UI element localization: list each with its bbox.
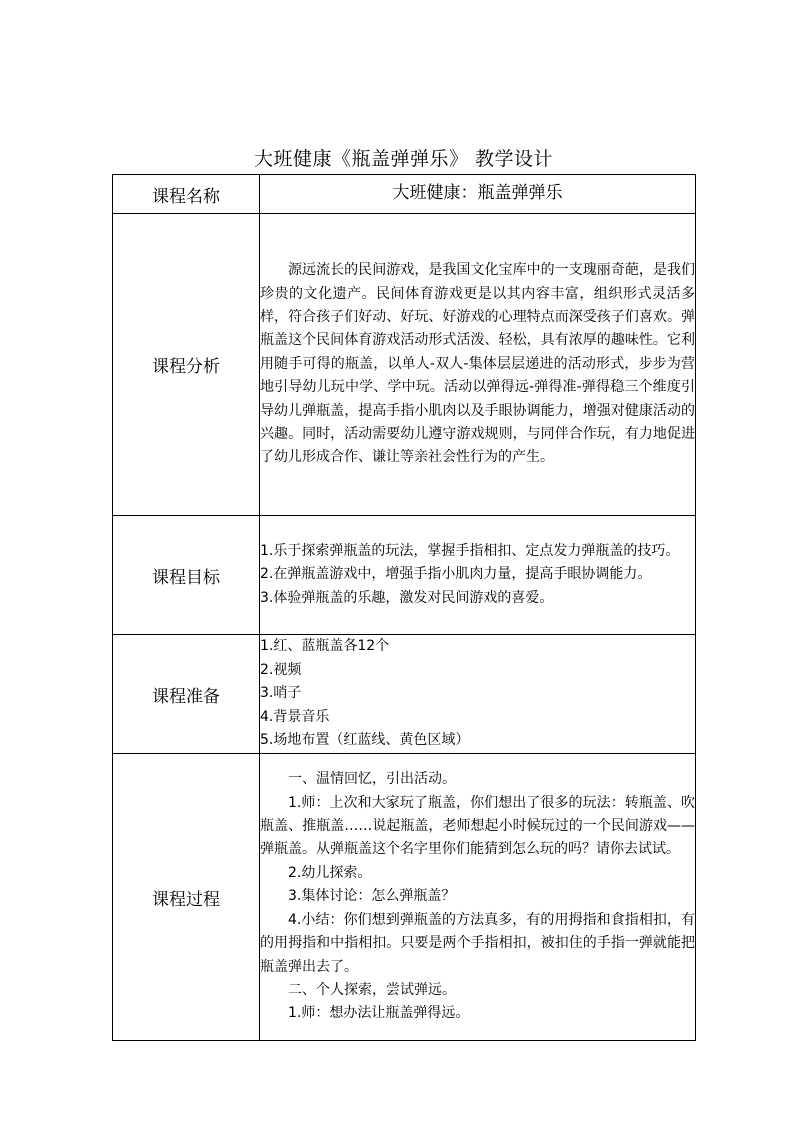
course-process-label: 课程过程: [113, 754, 260, 1041]
document-title: 大班健康《瓶盖弹弹乐》 教学设计: [253, 148, 554, 170]
course-prep-cell: [260, 635, 696, 754]
prep-item: 1.红、蓝瓶盖各12个: [260, 638, 390, 655]
process-paragraph: 4.小结：你们想到弹瓶盖的方法真多，有的用拇指和食指相扣，有的用拇指和中指相扣。只要是两个手指相扣，被扣住的手指一弹就能把瓶盖弹出去了。: [260, 911, 695, 975]
course-analysis-cell: [260, 214, 696, 516]
course-process-row: [113, 754, 696, 1041]
course-goals-cell: [260, 516, 696, 635]
course-name-row: [113, 175, 696, 214]
course-prep-label: 课程准备: [113, 635, 260, 754]
course-analysis-text: 源远流长的民间游戏，是我国文化宝库中的一支瑰丽奇葩，是我们珍贵的文化遗产。民间体育游戏更是以其内容丰富，组织形式灵活多样，符合孩子们好动、好玩、好游戏的心理特点而深受孩子们喜欢。弹瓶盖这个民间体育游戏活动形式活泼、轻松，具有浓厚的趣味性。它利用随手可得的瓶盖，以单人-双人-集体层层递进的活动形式，步步为营地引导幼儿玩中学、学中玩。活动以弹得远-弹得准-弹得稳三个维度引导幼儿弹瓶盖，提高手指小肌肉以及手眼协调能力，增强对健康活动的兴趣。同时，活动需要幼儿遵守游戏规则，与同伴合作玩，有力地促进了幼儿形成合作、谦让等亲社会性行为的产生。: [260, 262, 695, 466]
course-analysis-row: [113, 214, 696, 516]
course-name-label: 课程名称: [113, 175, 260, 214]
lesson-plan-table: [112, 174, 696, 1041]
course-prep-row: [113, 635, 696, 754]
prep-item: 3.哨子: [260, 685, 302, 702]
course-process-cell: [260, 754, 696, 1041]
prep-item: 5.场地布置（红蓝线、黄色区域）: [260, 732, 470, 749]
course-goals-label: 课程目标: [113, 516, 260, 635]
process-paragraph: 1.师：上次和大家玩了瓶盖，你们想出了很多的玩法：转瓶盖、吹瓶盖、推瓶盖……说起瓶盖，老师想起小时候玩过的一个民间游戏——弹瓶盖。从弹瓶盖这个名字里你们能猜到怎么玩的吗？请你去试试。: [260, 794, 695, 858]
goal-item: 2.在弹瓶盖游戏中，增强手指小肌肉力量，提高手眼协调能力。: [260, 566, 652, 583]
prep-item: 4.背景音乐: [260, 708, 330, 725]
process-paragraph: 1.师：想办法让瓶盖弹得远。: [288, 1005, 470, 1022]
goal-item: 1.乐于探索弹瓶盖的玩法，掌握手指相扣、定点发力弹瓶盖的技巧。: [260, 542, 680, 559]
goal-item: 3.体验弹瓶盖的乐趣，激发对民间游戏的喜爱。: [260, 589, 554, 606]
course-name-value: 大班健康：瓶盖弹弹乐: [260, 175, 696, 214]
process-paragraph: 2.幼儿探索。: [288, 864, 372, 881]
course-goals-row: [113, 516, 696, 635]
process-paragraph: 3.集体讨论：怎么弹瓶盖？: [288, 888, 456, 905]
process-paragraph: 二、个人探索，尝试弹远。: [288, 981, 456, 998]
process-paragraph: 一、温情回忆，引出活动。: [288, 771, 456, 788]
prep-item: 2.视频: [260, 661, 302, 678]
course-analysis-label: 课程分析: [113, 214, 260, 516]
